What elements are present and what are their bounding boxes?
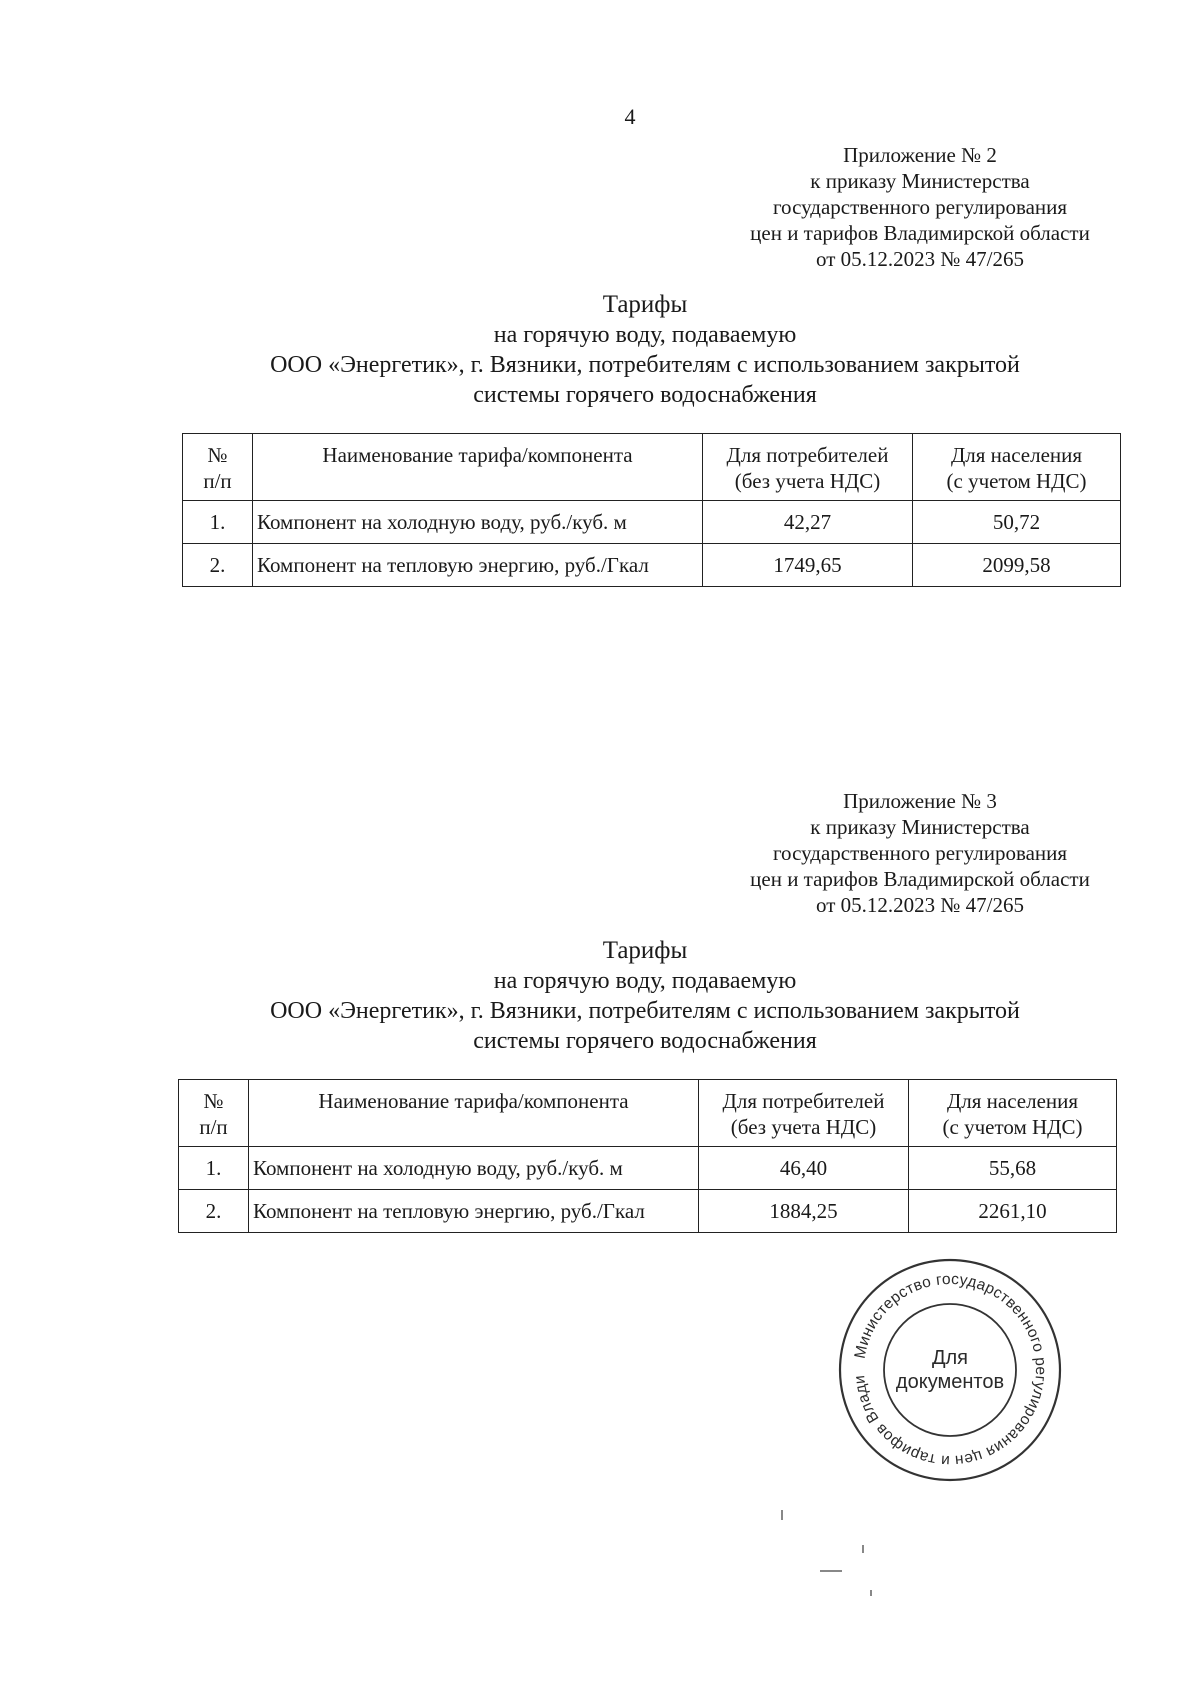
scan-speck <box>781 1510 783 1520</box>
row-name: Компонент на тепловую энергию, руб./Гкал <box>249 1190 699 1233</box>
table-row <box>183 501 1121 544</box>
row-consumers-value: 42,27 <box>703 501 913 544</box>
title-line: системы горячего водоснабжения <box>473 382 817 408</box>
appendix-line: государственного регулирования <box>772 841 1068 865</box>
table-row <box>183 544 1121 587</box>
tariff-title-1 <box>160 290 1130 410</box>
header-consumers: Для потребителей (без учета НДС) <box>699 1080 909 1147</box>
appendix-line: к приказу Министерства <box>810 815 1030 839</box>
page-number: 4 <box>624 104 636 129</box>
row-population-value: 55,68 <box>909 1147 1117 1190</box>
appendix-line: цен и тарифов Владимирской области <box>750 221 1090 245</box>
title-line: на горячую воду, подаваемую <box>493 322 797 348</box>
appendix-line: к приказу Министерства <box>810 169 1030 193</box>
appendix-date: от 05.12.2023 № 47/265 <box>815 893 1025 917</box>
title-line: ООО «Энергетик», г. Вязники, потребителям с использованием закрытой <box>270 998 1020 1024</box>
header-population: Для населения (с учетом НДС) <box>909 1080 1117 1147</box>
tariff-table-2 <box>178 1079 1117 1233</box>
header-name: Наименование тарифа/компонента <box>249 1080 699 1147</box>
header-name: Наименование тарифа/компонента <box>253 434 703 501</box>
scan-speck <box>870 1590 872 1596</box>
row-num: 2. <box>179 1190 249 1233</box>
scan-speck <box>820 1570 842 1572</box>
row-name: Компонент на тепловую энергию, руб./Гкал <box>253 544 703 587</box>
row-num: 1. <box>179 1147 249 1190</box>
title-line: на горячую воду, подаваемую <box>493 968 797 994</box>
table-header-row <box>183 434 1121 501</box>
table-header-row <box>179 1080 1117 1147</box>
header-consumers: Для потребителей (без учета НДС) <box>703 434 913 501</box>
stamp-ring-text: Министерство государственного регулирования цен и тарифов Влади <box>851 1270 1050 1470</box>
official-stamp <box>835 1255 1065 1485</box>
row-num: 1. <box>183 501 253 544</box>
row-consumers-value: 1749,65 <box>703 544 913 587</box>
scan-speck <box>862 1545 864 1553</box>
row-consumers-value: 46,40 <box>699 1147 909 1190</box>
title-heading: Тарифы <box>602 291 688 318</box>
appendix-3-header <box>710 788 1130 918</box>
tariff-title-2 <box>160 936 1130 1056</box>
row-name: Компонент на холодную воду, руб./куб. м <box>249 1147 699 1190</box>
title-line: системы горячего водоснабжения <box>473 1028 817 1054</box>
appendix-title: Приложение № 3 <box>843 789 997 813</box>
appendix-date: от 05.12.2023 № 47/265 <box>815 247 1025 271</box>
row-population-value: 2099,58 <box>913 544 1121 587</box>
row-consumers-value: 1884,25 <box>699 1190 909 1233</box>
title-heading: Тарифы <box>602 937 688 964</box>
appendix-title: Приложение № 2 <box>843 143 997 167</box>
table-row <box>179 1147 1117 1190</box>
row-population-value: 2261,10 <box>909 1190 1117 1233</box>
row-num: 2. <box>183 544 253 587</box>
appendix-line: цен и тарифов Владимирской области <box>750 867 1090 891</box>
title-line: ООО «Энергетик», г. Вязники, потребителям с использованием закрытой <box>270 352 1020 378</box>
header-population: Для населения (с учетом НДС) <box>913 434 1121 501</box>
tariff-table-1 <box>182 433 1121 587</box>
row-name: Компонент на холодную воду, руб./куб. м <box>253 501 703 544</box>
header-num: № п/п <box>179 1080 249 1147</box>
stamp-center-text: Для документов <box>895 1347 1005 1393</box>
header-num: № п/п <box>183 434 253 501</box>
appendix-2-header <box>710 142 1130 272</box>
row-population-value: 50,72 <box>913 501 1121 544</box>
appendix-line: государственного регулирования <box>772 195 1068 219</box>
table-row <box>179 1190 1117 1233</box>
